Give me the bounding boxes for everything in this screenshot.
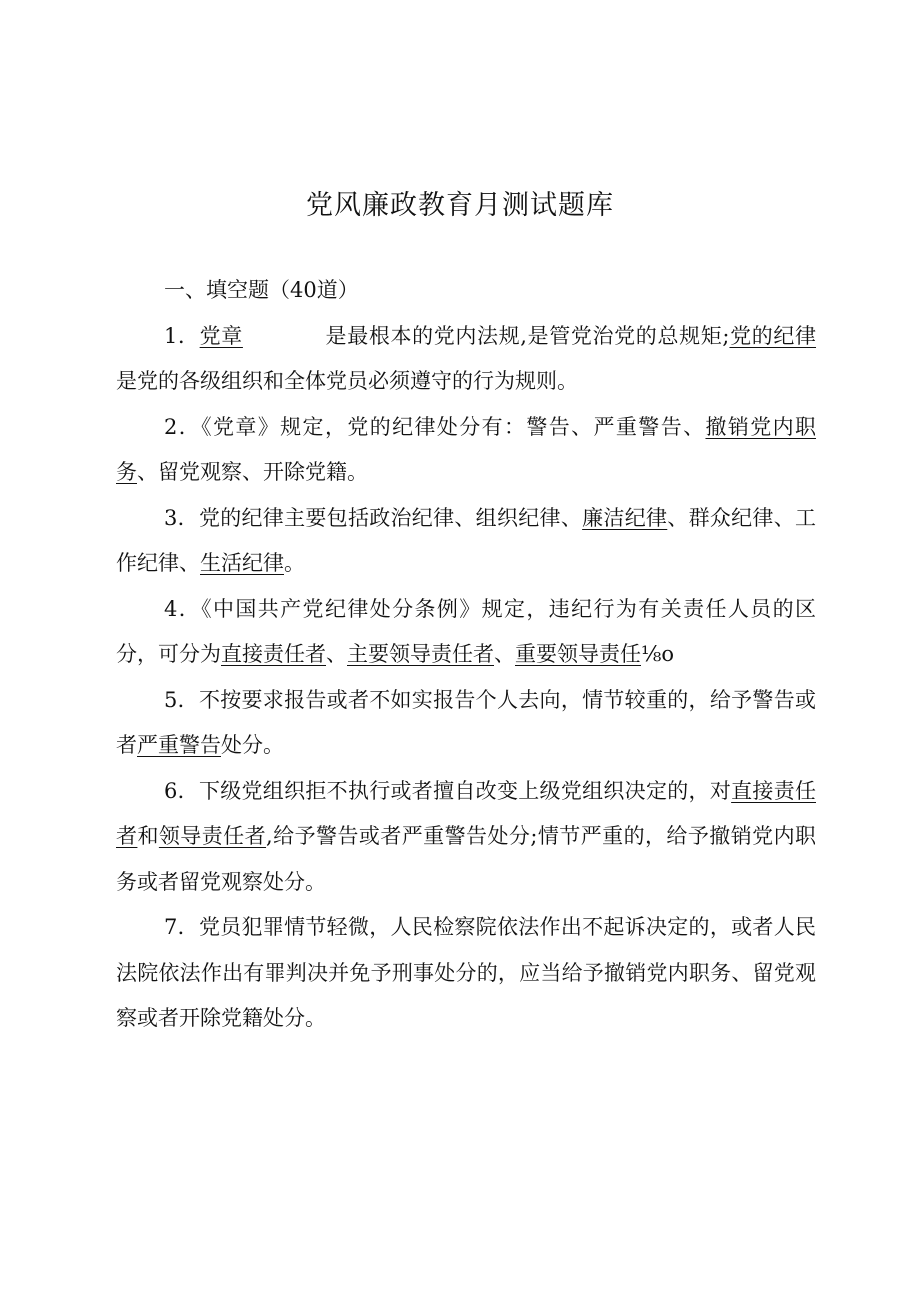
document-body: [116, 268, 816, 1042]
answer-blank: 严重警告: [137, 733, 221, 757]
question-number: 1．: [164, 323, 200, 348]
question-text: 《党章》规定，党的纪律处分有：警告、严重警告、: [201, 414, 706, 439]
document-title: 党风廉政教育月测试题库: [306, 190, 614, 221]
answer-blank: 撤销党内职务: [116, 414, 817, 484]
answer-blank: 领导责任者: [158, 824, 267, 848]
question-number: 3．: [164, 505, 199, 530]
question-number: 4．: [164, 596, 202, 621]
answer-blank: 党章: [199, 323, 243, 348]
question-6: [116, 769, 816, 906]
question-text: 。: [284, 551, 305, 575]
question-text: 、留党观察、开除党籍。: [137, 460, 368, 484]
question-4: [116, 587, 816, 678]
question-number: 2．: [164, 414, 202, 439]
question-text: 不按要求报告或者不如实报告个人去向，情节较重的，给予警告或者: [116, 687, 816, 757]
question-1: [116, 314, 816, 405]
question-2: [116, 405, 816, 496]
answer-blank: 廉洁纪律: [582, 505, 668, 530]
question-3: [116, 496, 816, 587]
answer-blank: 党的纪律: [729, 323, 817, 348]
question-text: 、: [494, 642, 515, 666]
question-text: 是党的各级组织和全体党员必须遵守的行为规则。: [116, 369, 578, 393]
question-text: 下级党组织拒不执行或者擅自改变上级党组织决定的，对: [198, 778, 732, 803]
answer-blank: 主要领导责任者: [347, 642, 494, 666]
question-text: 党员犯罪情节轻微，人民检察院依法作出不起诉决定的，或者人民法院依法作出有罪判决并免予刑事处分的，应当给予撤销党内职务、留党观察或者开除党籍处分。: [116, 915, 816, 1030]
question-text: 、群众纪律、工作纪律、: [116, 505, 817, 575]
question-number: 5．: [164, 687, 199, 712]
question-number: 6．: [164, 778, 199, 803]
answer-blank: 生活纪律: [200, 551, 284, 575]
question-5: [116, 678, 816, 769]
question-text: 《中国共产党纪律处分条例》规定，违纪行为有关责任人员的区分，可分为: [116, 596, 816, 666]
question-text: ⅛o: [641, 642, 674, 666]
question-text: ,给予警告或者严重警告处分;情节严重的，给予撤销党内职务或者留党观察处分。: [116, 824, 817, 894]
question-text: 和: [137, 824, 159, 848]
question-7: [116, 905, 816, 1042]
question-text: 是最根本的党内法规,是管党治党的总规矩;: [324, 323, 730, 348]
question-number: 7．: [164, 915, 199, 939]
question-text: 处分。: [221, 733, 284, 757]
answer-blank: 重要领导责任: [515, 642, 641, 666]
answer-blank: 直接责任者: [221, 642, 326, 666]
question-text: 、: [326, 642, 347, 666]
section-heading: 一、填空题（40道）: [164, 278, 359, 302]
answer-blank: 直接责任者: [116, 778, 816, 848]
question-text: 党的纪律主要包括政治纪律、组织纪律、: [198, 505, 583, 530]
